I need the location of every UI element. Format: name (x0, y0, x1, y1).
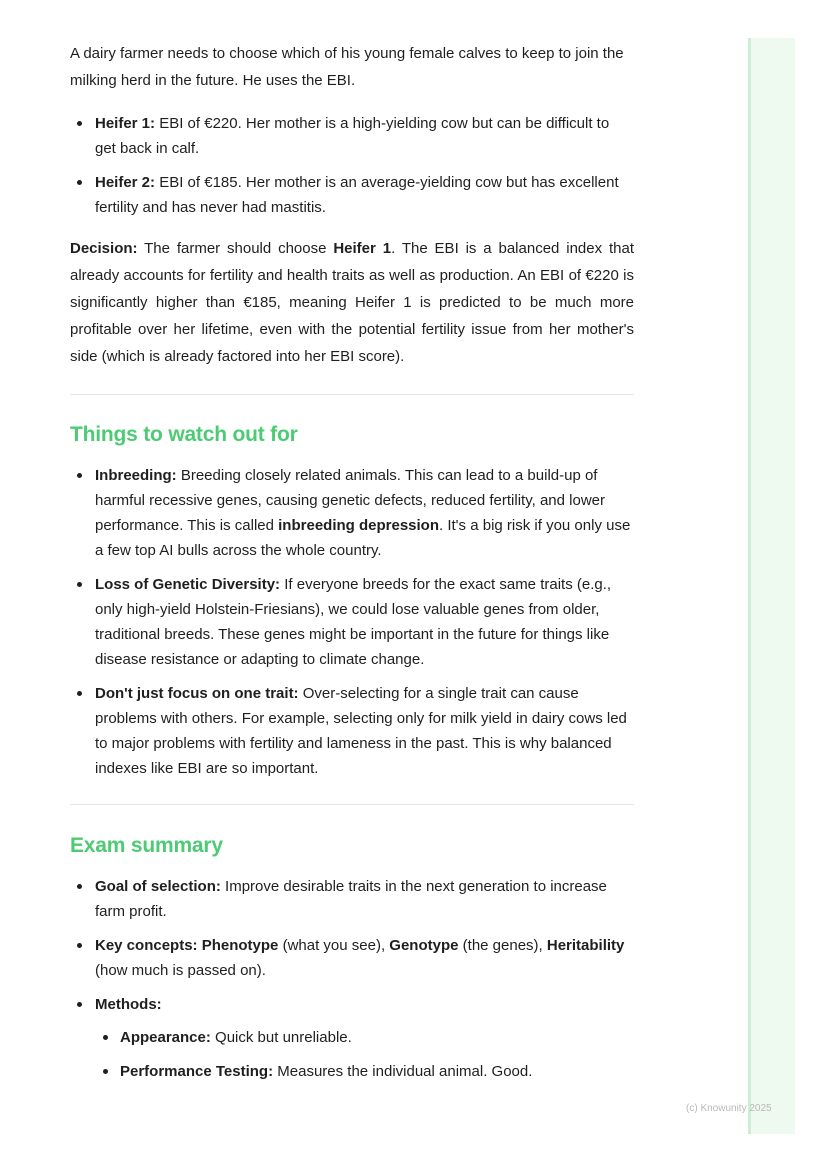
list-item (70, 992, 634, 1084)
copyright-footer: (c) Knowunity 2025 (686, 1103, 772, 1114)
heritability-term: Heritability (546, 937, 625, 954)
list-item (95, 1025, 634, 1050)
heifer-2-label: Heifer 2: (95, 174, 156, 191)
performance-testing-text: Measures the individual animal. Good. (273, 1063, 533, 1080)
performance-testing-label: Performance Testing: (120, 1063, 274, 1080)
heifer-1-label: Heifer 1: (95, 115, 156, 132)
list-item (70, 874, 634, 924)
heifer-list (70, 111, 634, 220)
document-content (70, 40, 634, 1084)
list-item (70, 933, 634, 983)
appearance-text: Quick but unreliable. (210, 1029, 352, 1046)
inbreeding-label: Inbreeding: (95, 467, 177, 484)
list-item (70, 572, 634, 672)
one-trait-text: Over-selecting for a single trait can cause problems with others. For example, selecting only for milk yield in dairy cows led to major problems with fertility and lameness in the past. This is why balanced indexes like EBI are so important. (95, 685, 627, 777)
watch-list (70, 463, 634, 781)
concepts-label: Key concepts: (95, 937, 198, 954)
decision-paragraph (70, 235, 634, 370)
list-item (70, 111, 634, 161)
inbreeding-text: Breeding closely related animals. This can lead to a build-up of harmful recessive genes, causing genetic defects, reduced fertility, and lower performance. This is called (95, 467, 605, 534)
methods-sublist (95, 1025, 634, 1084)
goal-text: Improve desirable traits in the next generation to increase farm profit. (95, 878, 607, 920)
intro-paragraph: A dairy farmer needs to choose which of his young female calves to keep to join the milking herd in the future. He uses the EBI. (70, 45, 624, 89)
heifer-2-text: EBI of €185. Her mother is an average-yielding cow but has excellent fertility and has never had mastitis. (95, 174, 619, 216)
list-item (70, 463, 634, 563)
inbreeding-depression-term: inbreeding depression (278, 517, 440, 534)
decision-choice: Heifer 1 (333, 240, 392, 257)
heritability-desc: (how much is passed on). (95, 962, 266, 979)
heifer-1-text: EBI of €220. Her mother is a high-yielding cow but can be difficult to get back in calf. (95, 115, 610, 157)
inbreeding-text-end: . It's a big risk if you only use a few top AI bulls across the whole country. (95, 517, 631, 559)
list-item (95, 1059, 634, 1084)
genotype-desc: (the genes), (458, 937, 547, 954)
appearance-label: Appearance: (120, 1029, 211, 1046)
decision-post: . The EBI is a balanced index that already accounts for fertility and health traits as well as production. An EBI of €220 is significantly higher than €185, meaning Heifer 1 is predicted to be much more profitable over her lifetime, even with the potential fertility issue from her mother's side (which is already factored into her EBI score). (70, 240, 634, 365)
phenotype-term: Phenotype (201, 937, 279, 954)
section-divider (70, 394, 634, 395)
page-side-margin-bar (748, 38, 795, 1134)
section-divider (70, 804, 634, 805)
diversity-text: If everyone breeds for the exact same traits (e.g., only high-yield Holstein-Friesians), we could lose valuable genes from older, traditional breeds. These genes might be important in the future for things like disease resistance or adapting to climate change. (95, 576, 612, 668)
section-heading-watch: Things to watch out for (70, 423, 298, 446)
genotype-term: Genotype (389, 937, 459, 954)
decision-pre: The farmer should choose (137, 240, 334, 257)
one-trait-label: Don't just focus on one trait: (95, 685, 299, 702)
phenotype-desc: (what you see), (278, 937, 390, 954)
list-item (70, 170, 634, 220)
goal-label: Goal of selection: (95, 878, 221, 895)
diversity-label: Loss of Genetic Diversity: (95, 576, 281, 593)
list-item (70, 681, 634, 781)
decision-label: Decision: (70, 240, 138, 257)
summary-list (70, 874, 634, 1084)
section-heading-summary: Exam summary (70, 834, 223, 857)
methods-label: Methods: (95, 996, 162, 1013)
